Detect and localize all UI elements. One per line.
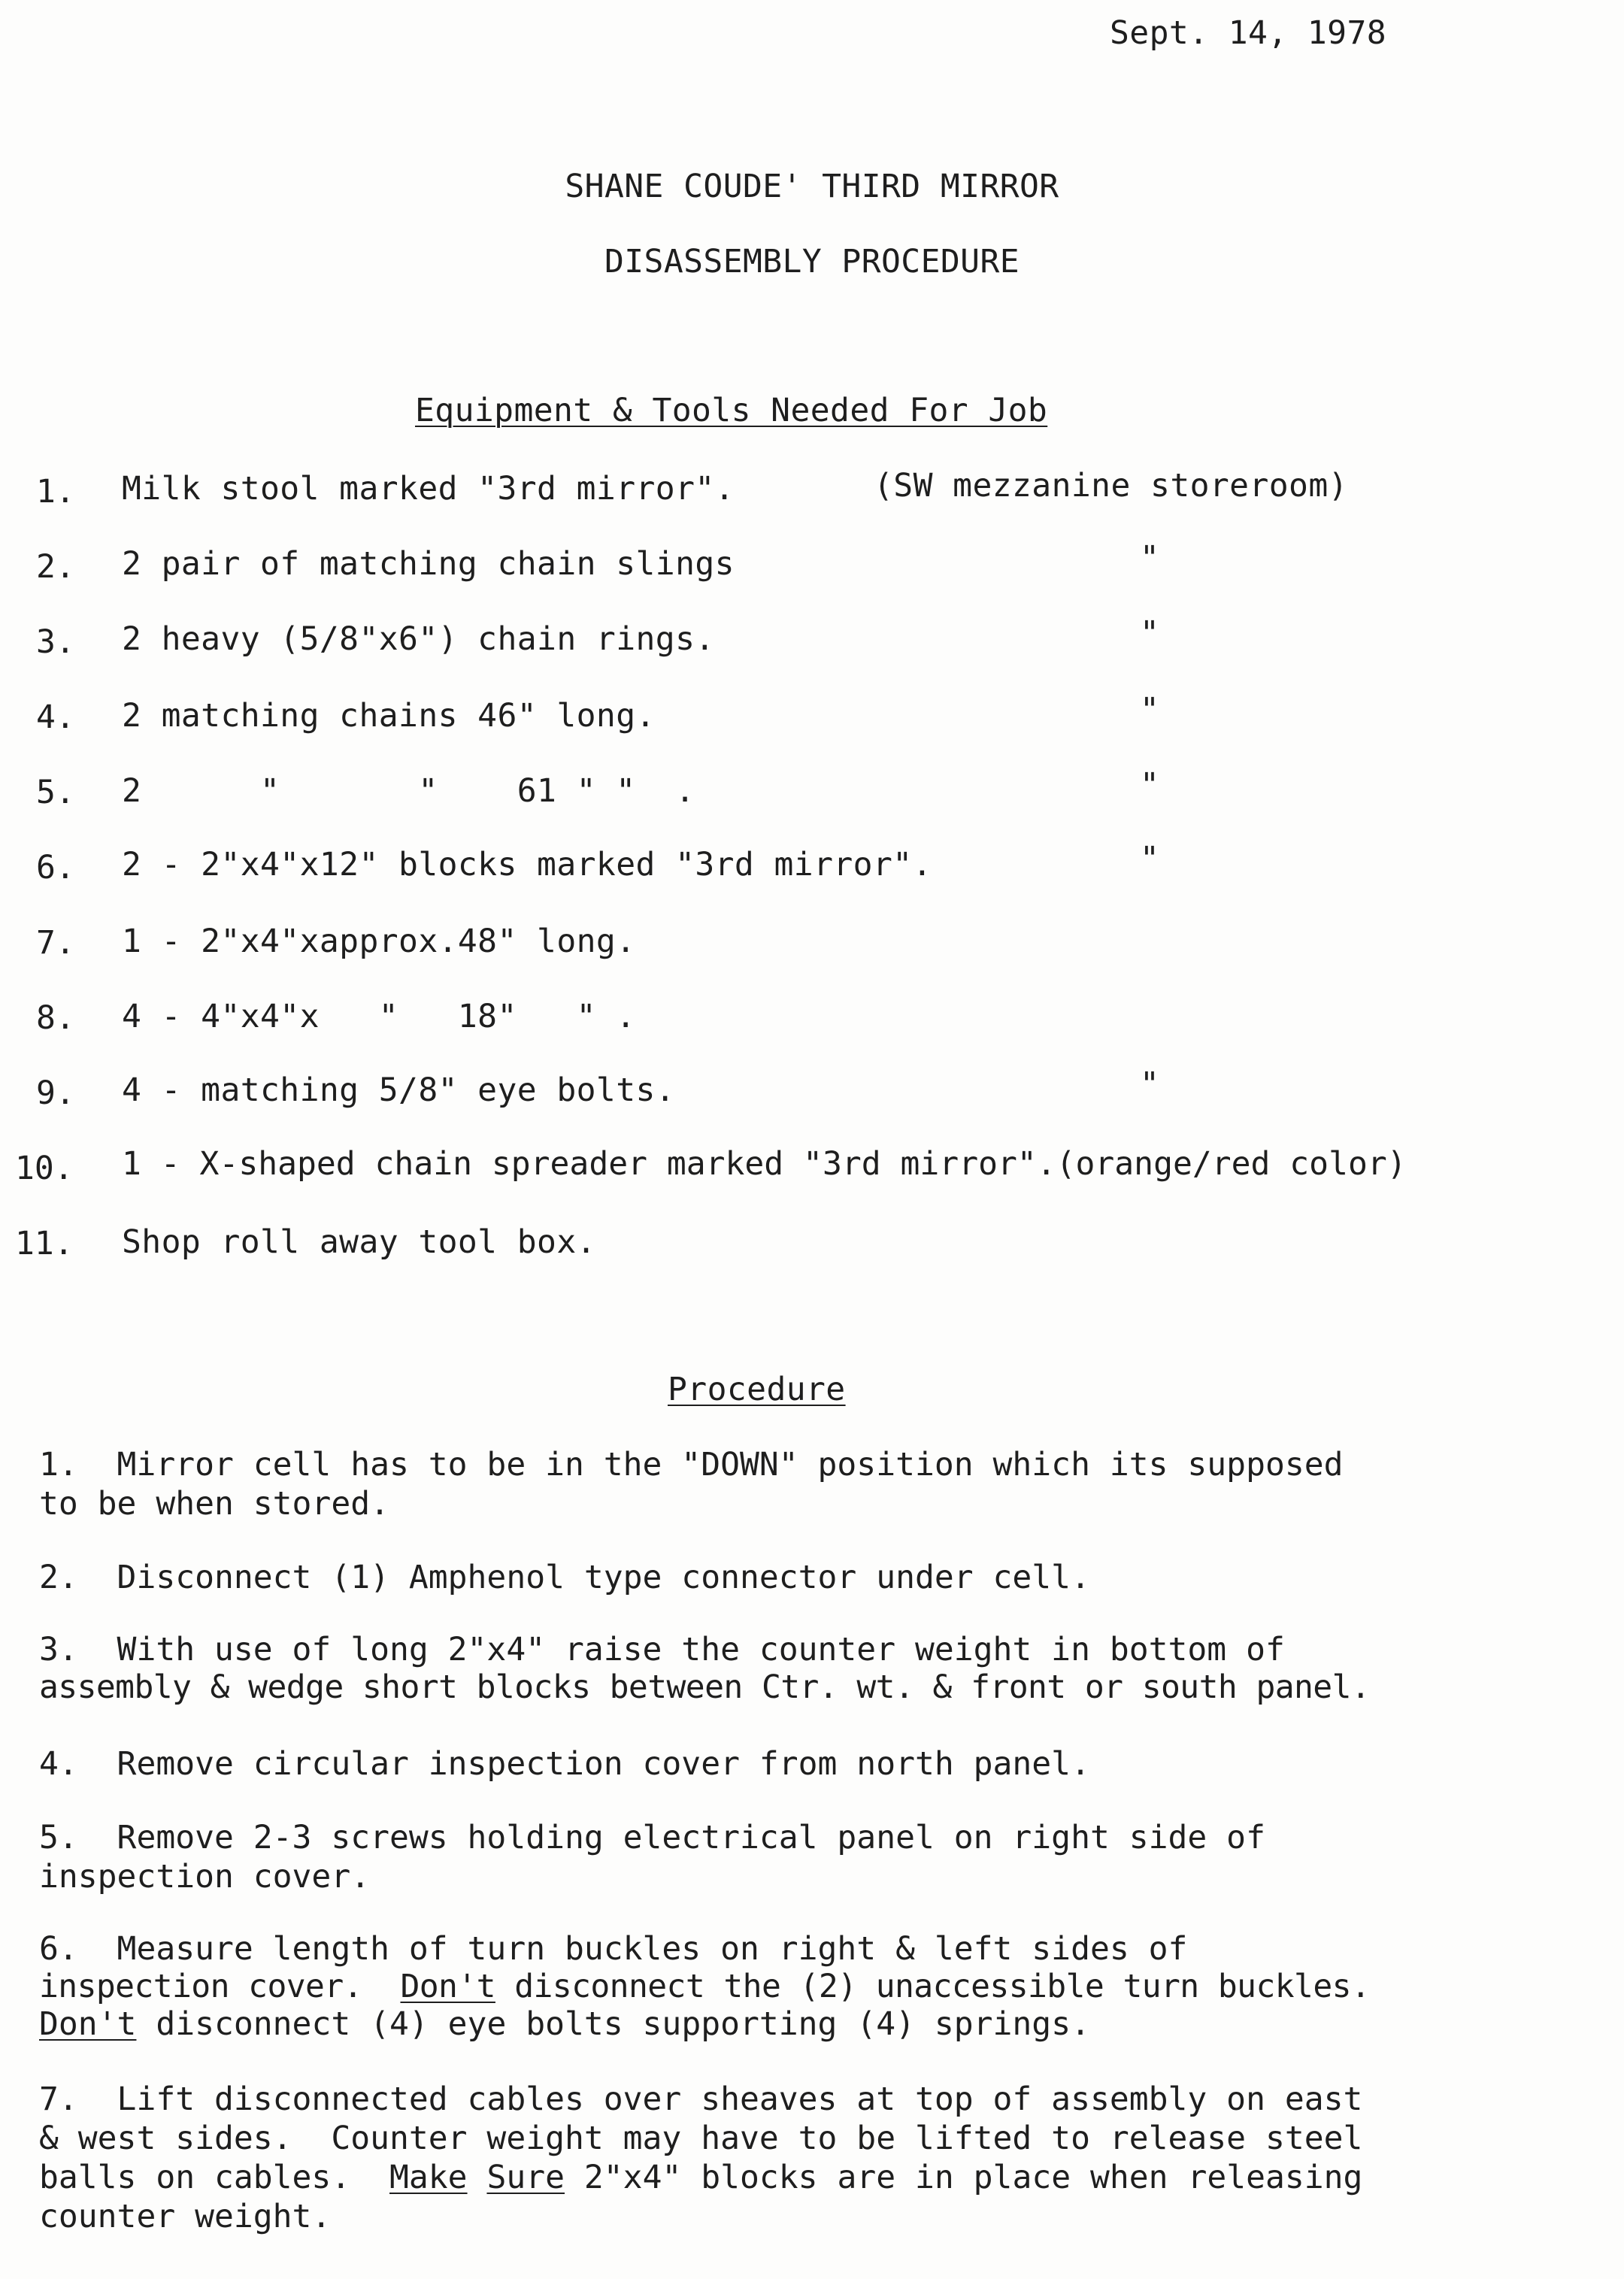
item-text: 1 - 2"x4"xapprox.48" long. (122, 923, 636, 960)
equipment-heading: Equipment & Tools Needed For Job (415, 392, 1048, 429)
item-text: 2 heavy (5/8"x6") chain rings. (122, 620, 715, 658)
item-number: 4. (36, 699, 75, 736)
item-text: 1 - X-shaped chain spreader marked "3rd mirror".(orange/red color) (122, 1145, 1407, 1183)
document-title: SHANE COUDE' THIRD MIRROR (565, 168, 1059, 205)
item-text: 2 matching chains 46" long. (122, 697, 656, 735)
underlined-text: Don't (400, 1968, 495, 2005)
item-number: 9. (36, 1074, 75, 1112)
item-number: 5. (36, 774, 75, 811)
item-number: 11. (15, 1225, 74, 1262)
item-location: (SW mezzanine storeroom) (874, 467, 1348, 505)
text-run: 2"x4" blocks are in place when releasing (565, 2159, 1363, 2196)
document-subtitle: DISASSEMBLY PROCEDURE (604, 243, 1020, 280)
text-run: balls on cables. (39, 2159, 389, 2196)
ditto-mark: " (1140, 691, 1159, 729)
item-number: 10. (15, 1150, 74, 1187)
item-text: Milk stool marked "3rd mirror". (122, 470, 735, 508)
step-line: & west sides. Counter weight may have to be lifted to release steel (39, 2120, 1363, 2157)
item-text: 4 - 4"x4"x " 18" " . (122, 998, 636, 1035)
ditto-mark: " (1140, 614, 1159, 652)
step-line (39, 1967, 1610, 2006)
item-text: 2 " " 61 " " . (122, 772, 695, 810)
item-number: 2. (36, 548, 75, 586)
ditto-mark: " (1140, 840, 1159, 877)
item-number: 7. (36, 924, 75, 962)
item-text: 4 - matching 5/8" eye bolts. (122, 1071, 676, 1109)
text-run: disconnect (4) eye bolts supporting (4) springs. (136, 2005, 1090, 2043)
step-line: counter weight. (39, 2198, 332, 2235)
ditto-mark: " (1140, 766, 1159, 804)
ditto-mark: " (1140, 539, 1159, 577)
step-line (39, 2158, 1610, 2197)
step-line: to be when stored. (39, 1485, 389, 1523)
text-run: disconnect the (2) unaccessible turn buckles. (495, 1968, 1371, 2005)
item-number: 8. (36, 999, 75, 1037)
step-line: 2. Disconnect (1) Amphenol type connector under cell. (39, 1559, 1090, 1596)
step-line: inspection cover. (39, 1858, 371, 1896)
underlined-text: Make (389, 2159, 468, 2196)
item-number: 1. (36, 473, 75, 511)
step-line: 7. Lift disconnected cables over sheaves at top of assembly on east (39, 2080, 1363, 2118)
step-line: 4. Remove circular inspection cover from north panel. (39, 1745, 1090, 1783)
step-line: 6. Measure length of turn buckles on right & left sides of (39, 1930, 1188, 1968)
item-number: 6. (36, 849, 75, 886)
step-line: 3. With use of long 2"x4" raise the counter weight in bottom of (39, 1631, 1285, 1668)
step-line: assembly & wedge short blocks between Ctr. wt. & front or south panel. (39, 1668, 1371, 1706)
step-line: 1. Mirror cell has to be in the "DOWN" position which its supposed (39, 1446, 1344, 1483)
underlined-text: Don't (39, 2005, 137, 2043)
item-text: 2 pair of matching chain slings (122, 545, 735, 583)
item-text: Shop roll away tool box. (122, 1223, 596, 1261)
ditto-mark: " (1140, 1065, 1159, 1103)
procedure-heading: Procedure (668, 1371, 846, 1408)
underlined-text: Sure (486, 2159, 565, 2196)
item-text: 2 - 2"x4"x12" blocks marked "3rd mirror". (122, 846, 932, 883)
item-number: 3. (36, 623, 75, 661)
document-date: Sept. 14, 1978 (1110, 14, 1387, 52)
text-run (468, 2159, 487, 2196)
step-line: 5. Remove 2-3 screws holding electrical panel on right side of (39, 1819, 1265, 1856)
step-line (39, 2005, 1610, 2044)
text-run: inspection cover. (39, 1968, 401, 2005)
